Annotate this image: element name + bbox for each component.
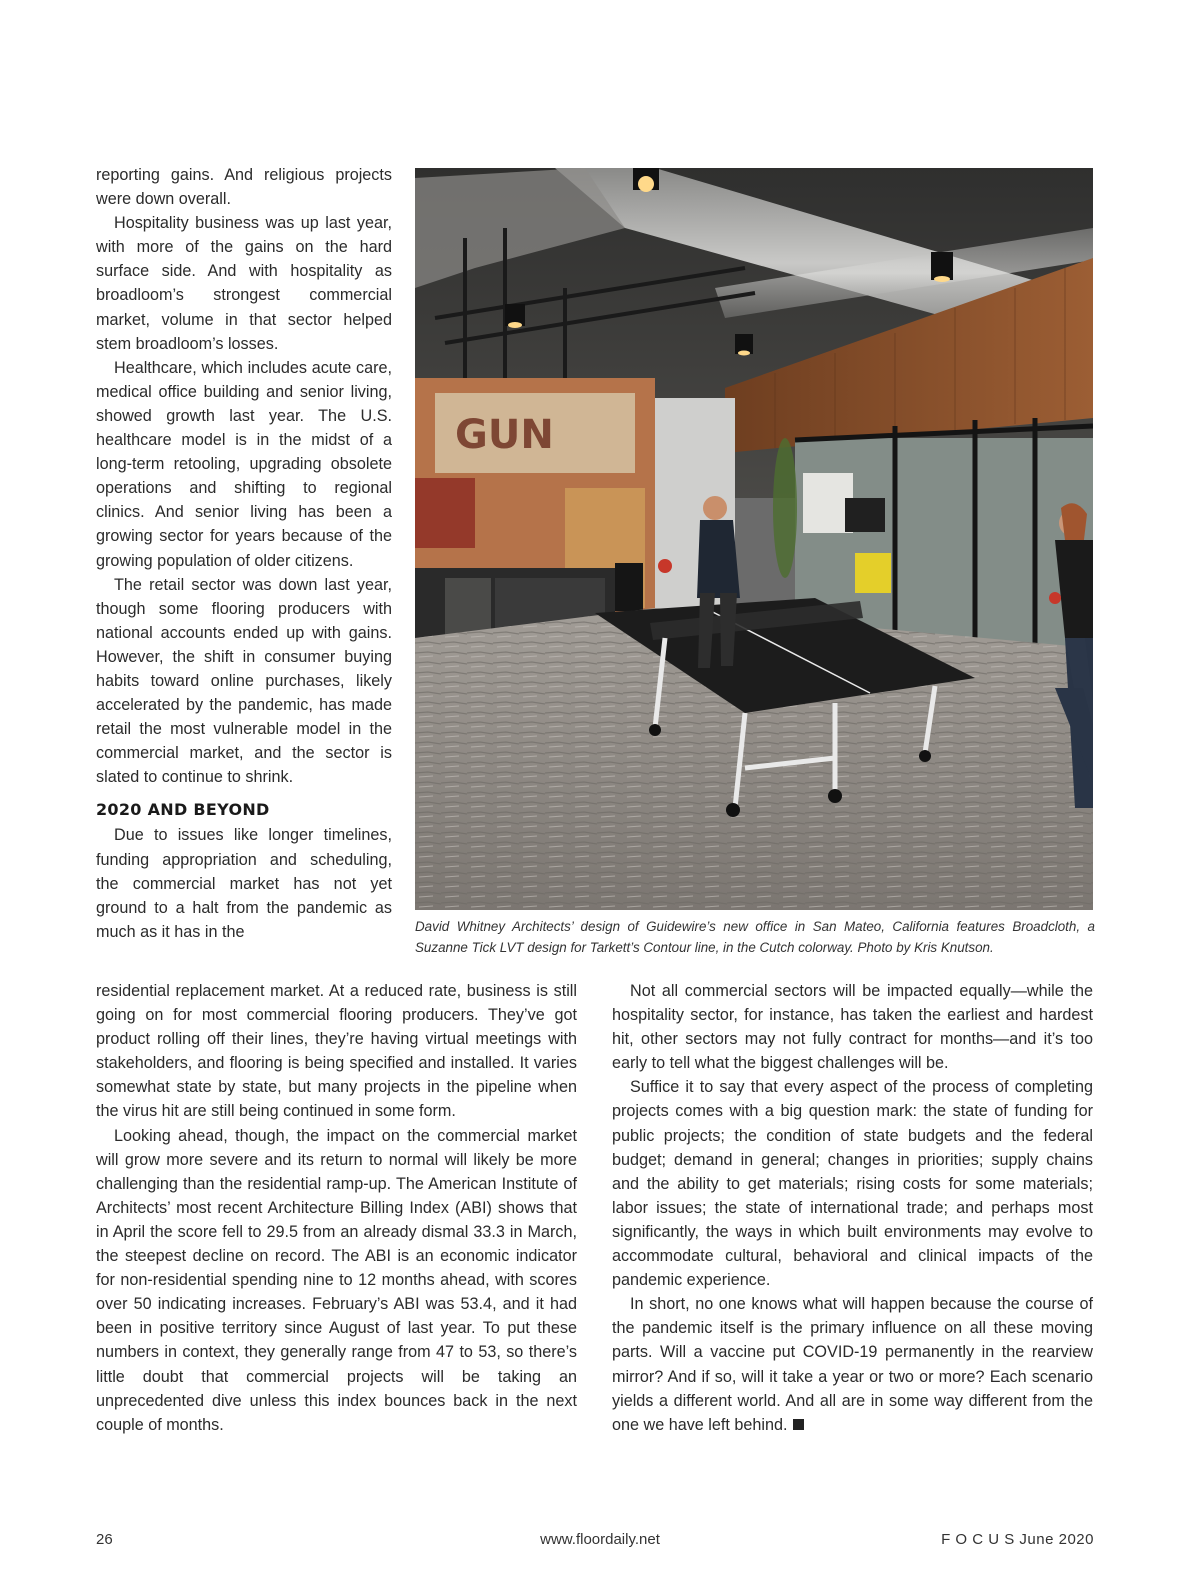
- paragraph: Looking ahead, though, the impact on the commercial market will grow more severe and its return to normal will likely be more challenging than the residential ramp-up. The American Institute of Architects’ most recent Architecture Billing Index (ABI) shows that in April the score fell to 29.5 from an already dismal 33.3 in March, the steepest decline on record. The ABI is an economic indicator for non-residential spending nine to 12 months ahead, with scores over 50 indicating increases. February’s ABI was 53.4, and it had been in positive territory since August of last year. To put these numbers in context, they generally range from 47 to 53, so there’s little doubt that commercial projects will be taking an unprecedented dive unless this index bounces back in the next couple of months.: [96, 1126, 577, 1434]
- paragraph: Healthcare, which includes acute care, medical office building and senior living, showed growth last year. The U.S. healthcare model is in the midst of a long-term retooling, upgrading obsolete operations and shifting to regional clinics. And senior living has been a growing sector for years because of the growing population of older citizens.: [96, 358, 392, 570]
- footer-issue: F O C U S June 2020: [941, 1531, 1094, 1548]
- paragraph: residential replacement market. At a reduced rate, business is still going on for most commercial flooring producers. They’ve got product rolling off their lines, they’re having virtual meetings with stakeholders, and flooring is being specified and installed. It varies somewhat state by state, but many projects in the pipeline when the virus hit are still being continued in some form.: [96, 982, 577, 1121]
- left-bottom-column: [96, 979, 577, 1437]
- end-mark-icon: [793, 1419, 804, 1430]
- paragraph: The retail sector was down last year, though some flooring producers with national accounts ended up with gains. However, the shift in consumer buying habits toward online purchases, likely accelerated by the pandemic, has made retail the most vulnerable model in the commercial market, and the sector is slated to continue to shrink.: [96, 575, 392, 787]
- section-heading: 2020 AND BEYOND: [96, 800, 270, 820]
- paragraph: Due to issues like longer timelines, funding appropriation and scheduling, the commercial market has not yet ground to a halt from the pandemic as much as it has in the: [96, 826, 392, 941]
- page-number: 26: [96, 1531, 113, 1548]
- right-bottom-column: [612, 979, 1093, 1437]
- photo-caption: David Whitney Architects’ design of Guidewire’s new office in San Mateo, California features Broadcloth, a Suzanne Tick LVT design for Tarkett’s Contour line, in the Cutch colorway. Photo by Kris Knutson.: [415, 919, 1095, 955]
- paragraph: Not all commercial sectors will be impacted equally—while the hospitality sector, for instance, has taken the earliest and hardest hit, other sectors may not fully contract for months—and it’s too early to tell what the biggest challenges will be.: [612, 982, 1093, 1073]
- paragraph: Hospitality business was up last year, with more of the gains on the hard surface side. And with hospitality as broadloom’s strongest commercial market, volume in that sector helped stem broadloom’s losses.: [96, 214, 392, 353]
- ping-pong-room-image: [415, 168, 1093, 910]
- paragraph: reporting gains. And religious projects were down overall.: [96, 166, 392, 209]
- left-top-column: [96, 163, 392, 944]
- footer-url: www.floordaily.net: [540, 1531, 660, 1548]
- paragraph-text: In short, no one knows what will happen because the course of the pandemic itself is the primary influence on all these moving parts. Will a vaccine put COVID-19 permanently in the rearview mirror? And if so, will it take a year or two or more? Each scenario yields a different world. And all are in some way different from the one we have left behind.: [612, 1295, 1093, 1434]
- paragraph: Suffice it to say that every aspect of the process of completing projects comes with a big question mark: the state of funding for public projects; the condition of state budgets and the federal budget; demand in general; changes in priorities; supply chains and the ability to get materials; rising costs for some materials; labor issues; the state of international trade; and perhaps most significantly, the ways in which built environments may evolve to accommodate cultural, behavioral and clinical impacts of the pandemic experience.: [612, 1078, 1093, 1290]
- office-photo: [415, 168, 1093, 910]
- svg-text:GUN: GUN: [455, 412, 554, 458]
- paragraph-final: [612, 1292, 1093, 1437]
